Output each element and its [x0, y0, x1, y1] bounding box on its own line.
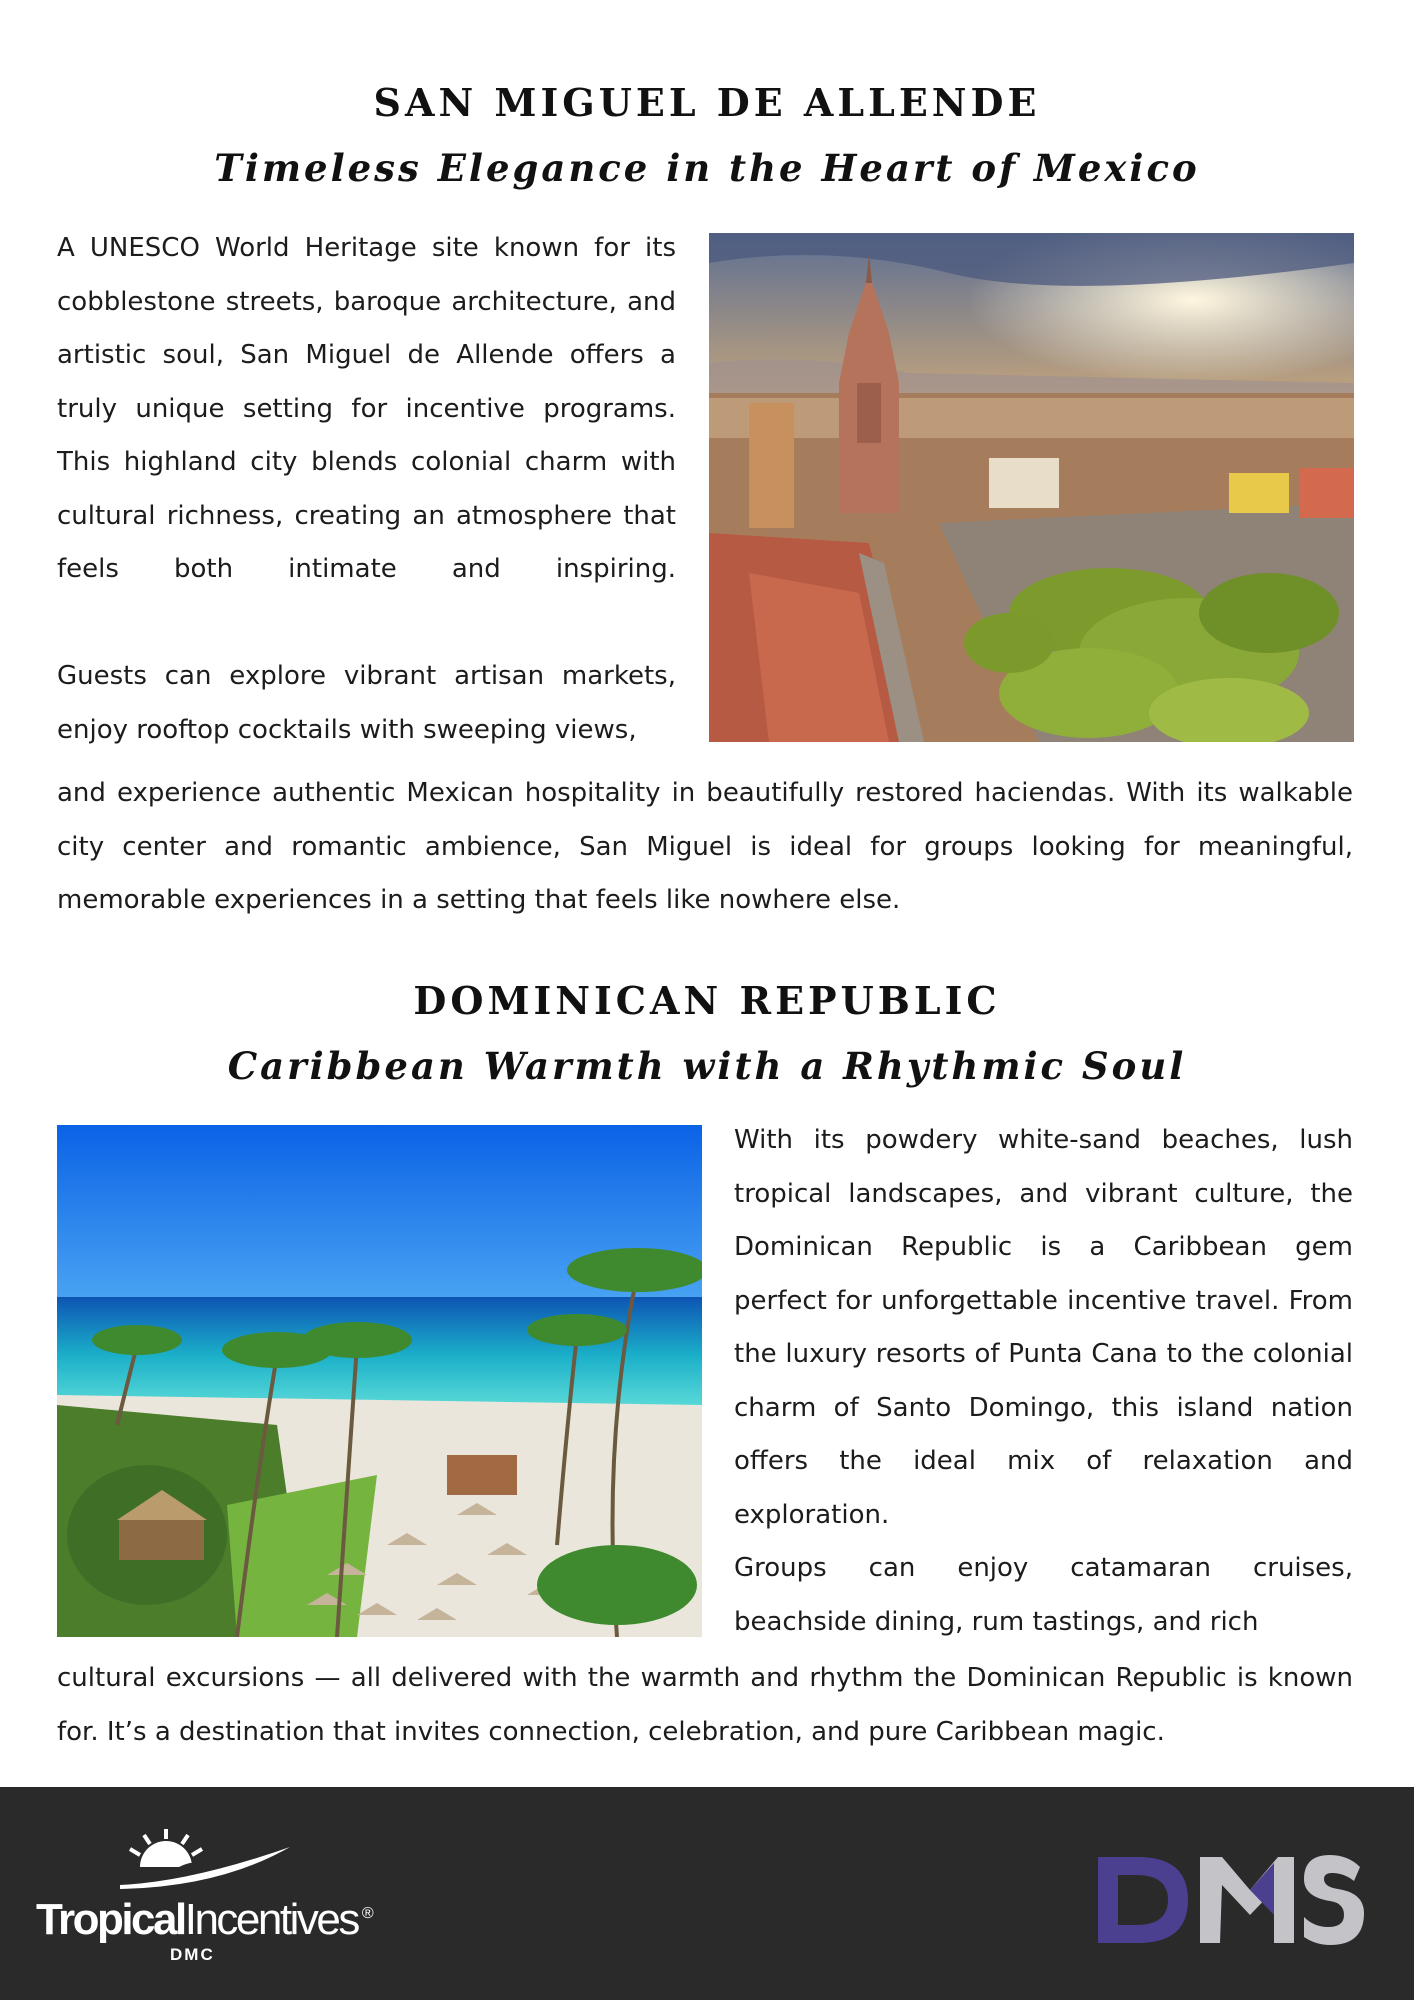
sun-wave-icon	[100, 1827, 360, 1897]
dominican-beach-photo	[57, 1125, 702, 1637]
dms-logo[interactable]	[1090, 1845, 1370, 1955]
dominican-intro-paragraph: With its powdery white-sand beaches, lush tropical landscapes, and vibrant culture, the Dominican Republic is a Caribbean gem perfect for unforgettable incentive travel. From the luxury resorts of Punta Cana to the colonial charm of Santo Domingo, this island nation offers the ideal mix of relaxation and exploration.	[734, 1125, 1353, 1530]
san-miguel-photo	[709, 233, 1354, 742]
section-subtitle-san-miguel: Timeless Elegance in the Heart of Mexico	[214, 146, 1200, 190]
brand-subtitle: DMC	[170, 1945, 215, 1964]
san-miguel-intro-paragraph: A UNESCO World Heritage site known for its cobblestone streets, baroque architecture, and artistic soul, San Miguel de Allende offers a truly unique setting for incentive programs. This highland city blends colonial charm with cultural richness, creating an atmosphere that feels both intimate and inspiring.	[57, 233, 676, 584]
dominican-paragraph-2: Groups can enjoy catamaran cruises, beachside dining, rum tastings, and rich	[734, 1553, 1353, 1637]
san-miguel-paragraph-2: Guests can explore vibrant artisan markets, enjoy rooftop cocktails with sweeping views,	[57, 661, 676, 745]
san-miguel-paragraph-3: and experience authentic Mexican hospitality in beautifully restored haciendas. With its walkable city center and romantic ambience, San Miguel is ideal for groups looking for meaningful, memorable experiences in a setting that feels like nowhere else.	[57, 778, 1353, 915]
section-title-san-miguel: SAN MIGUEL DE ALLENDE	[373, 80, 1041, 125]
dominican-paragraph-3: cultural excursions — all delivered with the warmth and rhythm the Dominican Republic is known for. It’s a destination that invites connection, celebration, and pure Caribbean magic.	[57, 1663, 1353, 1747]
brand-name: TropicalIncentives ®	[36, 1895, 374, 1944]
footer-bar	[0, 1787, 1414, 2000]
tropical-incentives-logo[interactable]	[30, 1827, 410, 1977]
section-title-dominican-republic: DOMINICAN REPUBLIC	[413, 978, 1001, 1023]
section-subtitle-dominican-republic: Caribbean Warmth with a Rhythmic Soul	[227, 1044, 1187, 1088]
